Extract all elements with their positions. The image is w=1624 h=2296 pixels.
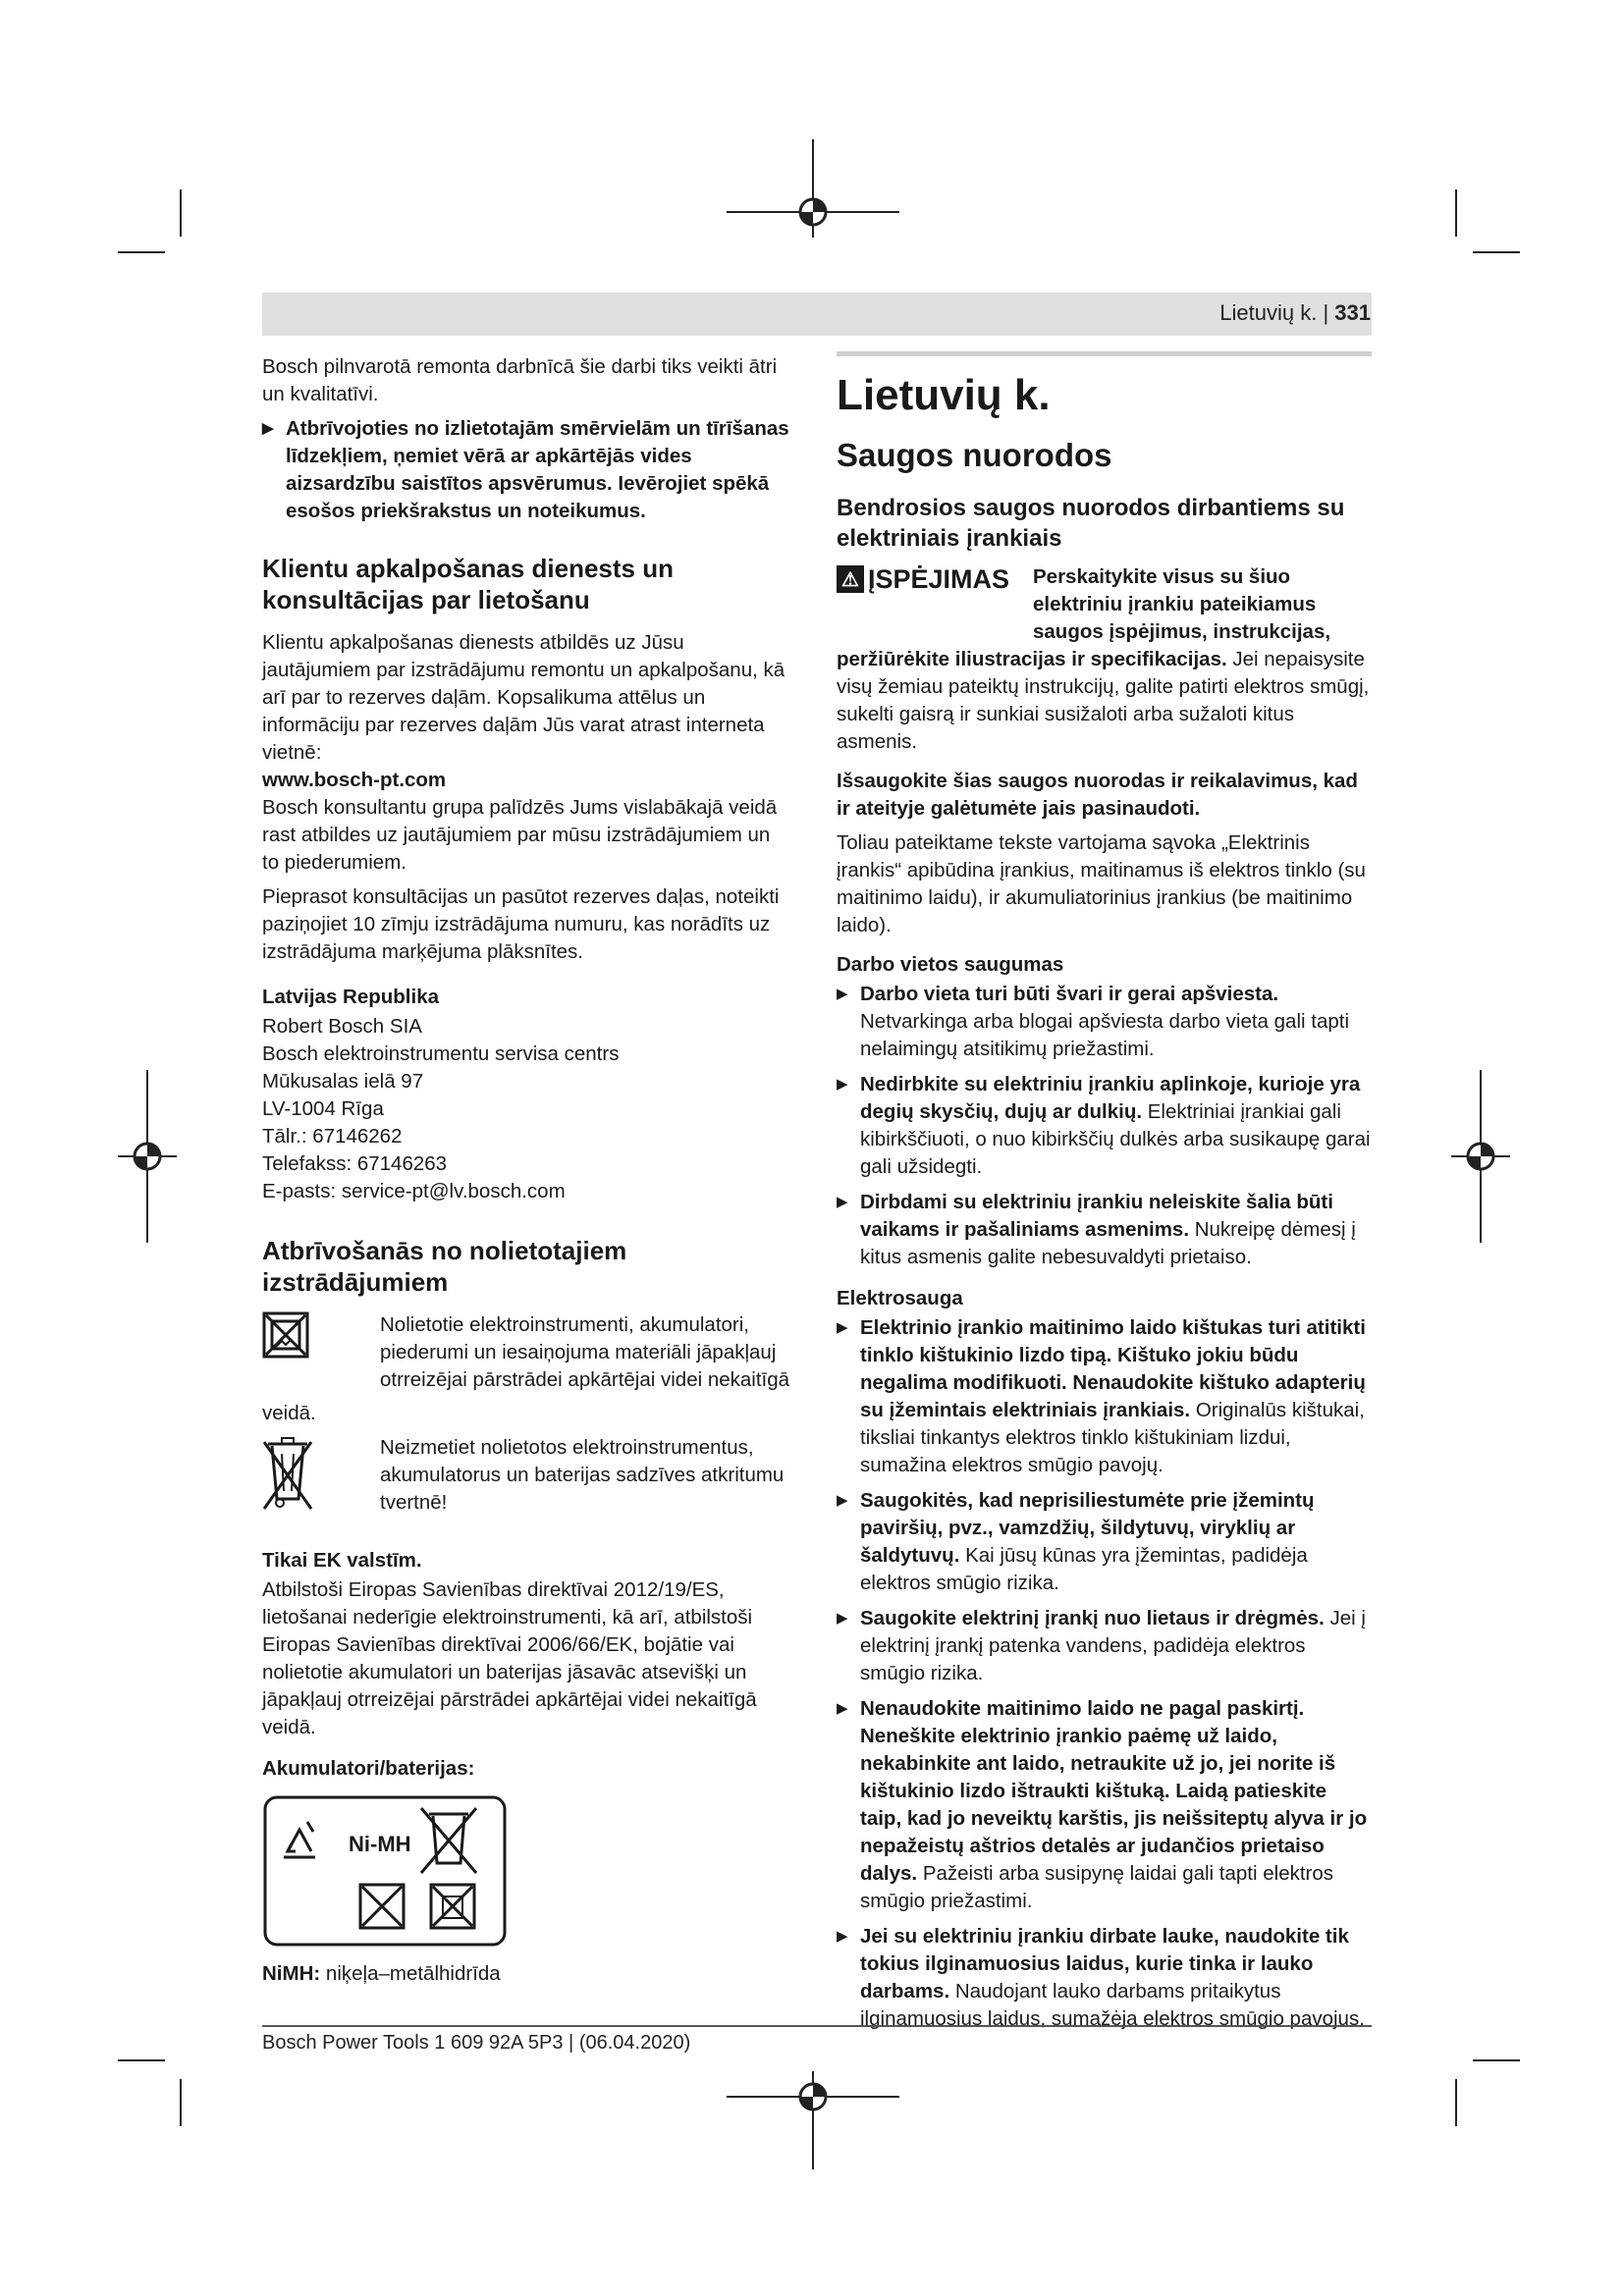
- registration-mark-icon: [118, 1070, 177, 1243]
- nimh-caption: NiMH: niķeļa–metālhidrīda: [262, 1962, 501, 1985]
- eu-heading: Tikai EK valstīm.: [262, 1549, 422, 1572]
- crop-mark: [1473, 251, 1520, 253]
- footer-rule: [262, 2025, 1372, 2027]
- page-footer: Bosch Power Tools 1 609 92A 5P3 | (06.04.2020): [262, 2032, 691, 2054]
- crop-mark: [1455, 2079, 1457, 2126]
- term-definition: Toliau pateiktame tekste vartojama sąvoka „Elektrinis įrankis“ apibūdina įrankius, maitinamus iš elektros tinklo (su maitinimo laidu), ir akumuliatorinius įrankius (be maitinimo laido).: [837, 831, 1366, 936]
- page-number: 331: [1334, 300, 1371, 325]
- crop-mark: [118, 251, 165, 253]
- address-line: Mūkusalas ielā 97: [262, 1070, 424, 1093]
- address-line: Telefakss: 67146263: [262, 1152, 448, 1175]
- battery-symbols: [262, 1794, 792, 1952]
- list-item: ▶ Jei su elektriniu įrankiu dirbate lauke, naudokite tik tokius ilginamuosius laidus, kurie tinka ir lauko darbams. Naudojant lauko darbams pritaikytus ilginamuosius laidus, sumažėja elektros smūgio pavojus.: [837, 1925, 1365, 2030]
- waste-bin-row: [262, 1434, 792, 1518]
- bullet-arrow-icon: ▶: [837, 1700, 848, 1717]
- address-line: Robert Bosch SIA: [262, 1015, 422, 1038]
- service-paragraph: Bosch konsultantu grupa palīdzēs Jums vislabākajā veidā rast atbildes uz jautājumiem par mūsu izstrādājumiem un to piederumiem.: [262, 796, 778, 874]
- intro-text: Bosch pilnvarotā remonta darbnīcā šie darbi tiks veikti ātri un kvalitatīvi.: [262, 355, 778, 405]
- eu-text: Atbilstoši Eiropas Savienības direktīvai 2012/19/ES, lietošanai nederīgie elektroinstrumenti, kā arī, atbilstoši Eiropas Savienības direktīvai 2006/66/EK, bojātie vai nolietotie akumulatori un baterijas jāsavāc atsevišķi un jāpakļauj otrreizējai pārstrādei apkārtējai videi nekaitīgā veidā.: [262, 1578, 757, 1738]
- service-paragraph: Pieprasot konsultācijas un pasūtot rezerves daļas, noteikti paziņojiet 10 zīmju izstrādājuma numuru, kas norādīts uz izstrādājuma marķējuma plāksnītes.: [262, 885, 780, 963]
- registration-mark-icon: [1451, 1070, 1510, 1243]
- list-item: ▶ Darbo vieta turi būti švari ir gerai apšviesta. Netvarkinga arba blogai apšviesta darbo vieta gali tapti nelaimingų atsitikimų priežastimi.: [837, 983, 1349, 1060]
- crop-mark: [1473, 2059, 1520, 2061]
- battery-recycling-symbols-icon: [262, 1794, 508, 1948]
- header-language: Lietuvių k.: [1219, 300, 1318, 325]
- battery-chemistry-label: Ni-MH: [349, 1832, 411, 1856]
- list-item: ▶ Saugokite elektrinį įrankį nuo lietaus ir drėgmės. Jei į elektrinį įrankį patenka vandens, padidėja elektros smūgio rizika.: [837, 1607, 1366, 1684]
- waste-text: Nolietotie elektroinstrumenti, akumulatori, piederumi un iesaiņojuma materiāli jāpakļauj otrreizējai pārstrādei apkārtējai videi nekaitīgā: [380, 1313, 790, 1391]
- electrical-heading: Elektrosauga: [837, 1287, 963, 1309]
- bullet-arrow-icon: ▶: [837, 1076, 848, 1093]
- recycling-crossed-box-icon: [360, 1885, 404, 1928]
- battery-heading: Akumulatori/baterijas:: [262, 1757, 475, 1780]
- bullet-arrow-icon: ▶: [837, 1492, 848, 1509]
- page-title: Lietuvių k.: [837, 371, 1051, 419]
- bullet-arrow-icon: ▶: [837, 1610, 848, 1627]
- warning-bold-text: Perskaitykite visus su šiuo elektriniu įrankiu pateikiamus saugos įspėjimus, instrukcijas, peržiūrėkite iliustracijas ir specifikacijas.: [837, 565, 1331, 670]
- subsection-heading: Bendrosios saugos nuorodos dirbantiems su elektriniais įrankiais: [837, 495, 1345, 552]
- list-item: ▶ Saugokitės, kad neprisiliestumėte prie įžemintų paviršių, pvz., vamzdžių, šildytuvų, viryklių ar šaldytuvų. Kai jūsų kūnas yra įžemintas, padidėja elektros smūgio rizika.: [837, 1489, 1315, 1594]
- crossed-wheelie-bin-icon: [262, 1434, 313, 1513]
- address-line: Tālr.: 67146262: [262, 1125, 403, 1148]
- bullet-arrow-icon: ▶: [837, 1319, 848, 1336]
- address-line: LV-1004 Rīga: [262, 1097, 384, 1120]
- registration-mark-icon: [727, 139, 899, 238]
- crop-mark: [118, 2059, 165, 2061]
- service-url[interactable]: www.bosch-pt.com: [262, 769, 447, 791]
- address-line: Bosch elektroinstrumentu servisa centrs: [262, 1042, 620, 1065]
- workplace-heading: Darbo vietos saugumas: [837, 953, 1064, 976]
- right-column: [837, 353, 1372, 2041]
- warning-text: Jei nepaisysite visų žemiau pateiktų instrukcijų, galite patirti elektros smūgį, sukelti gaisrą ir sunkiai susižaloti arba sužaloti kitus asmenis.: [837, 648, 1370, 753]
- battery-crossed-box-icon: [431, 1885, 474, 1928]
- bullet-disposal: ▶ Atbrīvojoties no izlietotajām smērvielām un tīrīšanas līdzekļiem, ņemiet vērā ar apkārtējās vides aizsardzību saistītos apsvērumus. Ievērojiet spēkā esošos priekšrakstus un noteikumus.: [262, 417, 789, 522]
- address-block: [262, 1013, 792, 1205]
- keep-instructions: Išsaugokite šias saugos nuorodas ir reikalavimus, kad ir ateityje galėtumėte jais pasinaudoti.: [837, 770, 1358, 820]
- list-item: ▶ Elektrinio įrankio maitinimo laido kištukas turi atitikti tinklo kištukinio lizdo tipą. Kištuko jokiu būdu negalima modifikuoti. Nenaudokite kištuko adapterių su įžemintais elektriniais įrankiais. Originalūs kištukai, tiksliai tinkantys elektros tinklo kištukiniam lizdui, sumažina elektros smūgio pavojų.: [837, 1316, 1366, 1476]
- warning-triangle-icon: ⚠: [837, 565, 864, 593]
- recycling-arrows-icon: [284, 1822, 315, 1857]
- waste-heading: Atbrīvošanās no nolietotajiem izstrādājumiem: [262, 1236, 627, 1297]
- warning-label: ⚠ ĮSPĖJIMAS: [837, 563, 1033, 620]
- list-item: ▶ Nenaudokite maitinimo laido ne pagal paskirtį. Neneškite elektrinio įrankio paėmę už laido, nekabinkite ant laido, netraukite už jo, jei norite iš kištukinio lizdo ištraukti kištuką. Laidą patieskite taip, kad jo neveiktų karštis, jis neišsiteptų alyva ir jo nepažeistų aštrios detalės ar judančios prietaiso dalys. Pažeisti arba susipynę laidai gali tapti elektros smūgio priežastimi.: [837, 1697, 1368, 1912]
- address-line: E-pasts: service-pt@lv.bosch.com: [262, 1180, 566, 1202]
- left-column: [262, 353, 792, 1995]
- crop-mark: [180, 2079, 182, 2126]
- address-country: Latvijas Republika: [262, 986, 440, 1008]
- bullet-arrow-icon: ▶: [837, 986, 848, 1002]
- crossed-bin-icon: [421, 1808, 476, 1873]
- bullet-arrow-icon: ▶: [837, 1194, 848, 1210]
- waste-text-cont: veidā.: [262, 1402, 316, 1424]
- recycling-crossed-box-icon: [262, 1311, 309, 1359]
- service-heading: Klientu apkalpošanas dienests un konsultācijas par lietošanu: [262, 554, 674, 614]
- page-header-band: [262, 293, 1372, 336]
- waste-text: Neizmetiet nolietotos elektroinstrumentus, akumulatorus un baterijas sadzīves atkritumu tvertnē!: [380, 1436, 785, 1514]
- service-paragraph: Klientu apkalpošanas dienests atbildēs uz Jūsu jautājumiem par izstrādājumu remontu un apkalpošanu, kā arī par to rezerves daļām. Kopsalikuma attēlus un informāciju par rezerves daļām Jūs varat atrast interneta vietnē:: [262, 631, 785, 764]
- section-heading: Saugos nuorodos: [837, 437, 1112, 473]
- bullet-arrow-icon: ▶: [262, 420, 274, 437]
- list-item: ▶ Nedirbkite su elektriniu įrankiu aplinkoje, kurioje yra degių skysčių, dujų ar dulkių. Elektriniai įrankiai gali kibirkščiuoti, o nuo kibirkščių dulkės arba susikaupę garai gali užsidegti.: [837, 1073, 1371, 1178]
- warning-block: [837, 563, 1372, 756]
- bullet-arrow-icon: ▶: [837, 1928, 848, 1945]
- list-item: ▶ Dirbdami su elektriniu įrankiu neleiskite šalia būti vaikams ir pašaliniams asmenims. Nukreipę dėmesį į kitus asmenis galite nebesuvaldyti prietaiso.: [837, 1191, 1356, 1268]
- registration-mark-icon: [727, 2071, 899, 2169]
- waste-recycling-row: [262, 1311, 792, 1394]
- page-header: Lietuvių k. | 331: [1219, 300, 1371, 325]
- crop-mark: [1455, 189, 1457, 237]
- crop-mark: [180, 189, 182, 237]
